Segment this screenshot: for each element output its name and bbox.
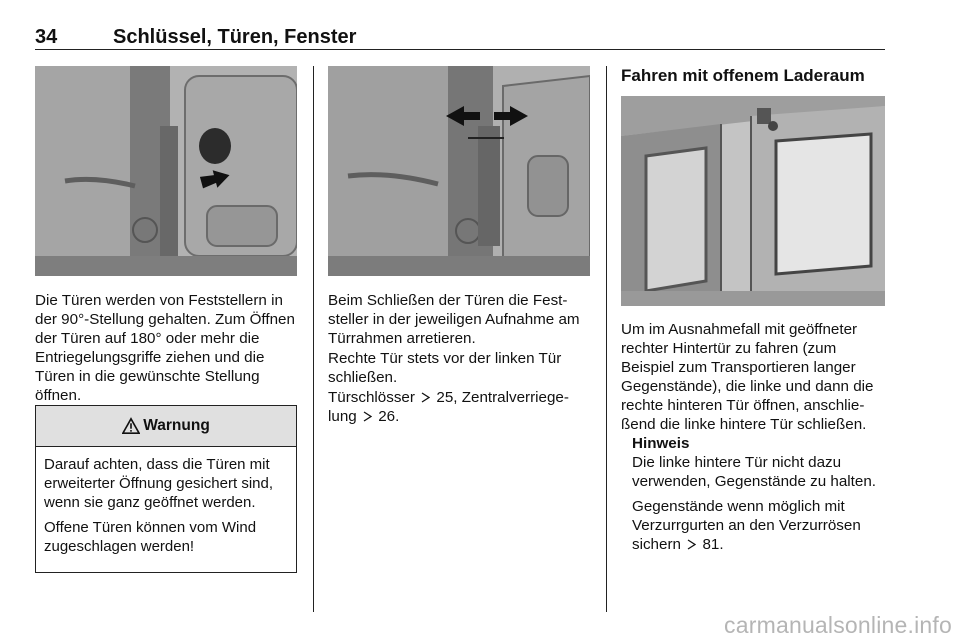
note-title: Hinweis <box>632 435 690 452</box>
warning-box <box>35 405 297 573</box>
warning-triangle-icon <box>122 417 140 435</box>
figure-cargo-area <box>621 96 885 306</box>
note-page-ref[interactable]: 81. <box>702 536 724 553</box>
xref-text-a: Türschlösser <box>328 389 415 406</box>
figure-door-stopper <box>328 66 590 276</box>
note-text-1: Die linke hintere Tür nicht dazu verwenden, Gegenstände zu halten. <box>632 454 877 490</box>
section-heading: Fahren mit offenem Laderaum <box>621 66 865 85</box>
warning-title: Warnung <box>143 417 210 434</box>
xref-text-b: lung <box>328 408 357 425</box>
warning-text-2: Offene Türen können vom Wind zugeschlagen werden! <box>44 519 257 555</box>
column-divider-2 <box>606 66 607 612</box>
warning-text-1: Darauf achten, dass die Türen mit erweiterter Öffnung gesichert sind, wenn sie ganz geöffnet werden. <box>44 456 274 511</box>
col2-paragraph-1: Beim Schließen der Türen die Fest- steller in der jeweiligen Aufnahme am Türrahmen arretieren. <box>328 292 580 347</box>
col2-paragraph-2: Rechte Tür stets vor der linken Tür schließen. <box>328 350 562 386</box>
col2-xref-paragraph <box>328 388 592 426</box>
page-number: 34 <box>35 26 58 48</box>
col3-paragraph: Um im Ausnahmefall mit geöffneter rechter Hintertür zu fahren (zum Beispiel zum Transportieren langer Gegenstände), die linke und dann die rechte hinteren Tür öffnen, anschlie- ßend die linke hintere Tür schließen. <box>621 321 874 433</box>
xref-page-a[interactable]: 25, Zentralverriege- <box>436 389 569 406</box>
figure-door-release-handle <box>35 66 297 276</box>
xref-page-b[interactable]: 26. <box>378 408 400 425</box>
header-rule <box>35 49 885 50</box>
page-reference-arrow-icon <box>421 392 430 403</box>
page-header <box>35 22 885 52</box>
col1-paragraph: Die Türen werden von Feststellern in der 90°-Stellung gehalten. Zum Öffnen der Türen auf 180° oder mehr die Entriegelungsgriffe ziehen und die Türen in die gewünschte Stellung öffnen. <box>35 292 295 404</box>
page-reference-arrow-icon <box>687 539 696 550</box>
page-reference-arrow-icon <box>363 411 372 422</box>
warning-header <box>36 406 296 447</box>
column-divider-1 <box>313 66 314 612</box>
page-title: Schlüssel, Türen, Fenster <box>113 26 357 48</box>
watermark: carmanualsonline.info <box>724 612 952 638</box>
note-text-2a: Gegenstände wenn möglich mit Verzurrgurten an den Verzurrösen sichern <box>632 498 861 553</box>
note-text-2 <box>632 497 887 554</box>
